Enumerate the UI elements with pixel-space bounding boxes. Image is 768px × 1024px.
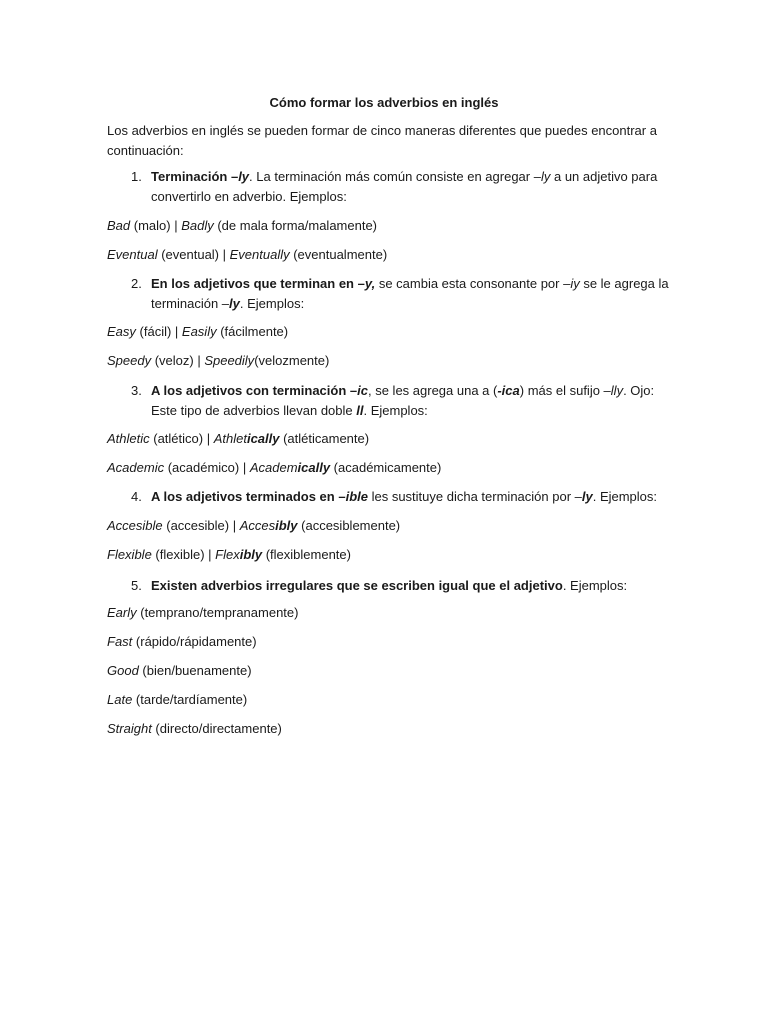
- example-line: Early (temprano/tempranamente): [107, 605, 299, 620]
- example-line: Academic (académico) | Academically (académicamente): [107, 460, 442, 475]
- example-line: Speedy (veloz) | Speedily(velozmente): [107, 353, 330, 368]
- rule-number: 1.: [131, 169, 142, 184]
- intro-paragraph: Los adverbios en inglés se pueden formar de cinco maneras diferentes que puedes encontrar a continuación:: [107, 123, 657, 158]
- example-line: Bad (malo) | Badly (de mala forma/malamente): [107, 218, 378, 233]
- rule-item-3: 3. A los adjetivos con terminación –ic, se les agrega una a (-ica) más el sufijo –lly. Ojo: Este tipo de adverbios llevan doble ll. Ejemplos:: [131, 383, 655, 418]
- rule-number: 4.: [131, 489, 142, 504]
- rule-item-5: 5. Existen adverbios irregulares que se escriben igual que el adjetivo. Ejemplos:: [131, 576, 671, 596]
- example-line: Easy (fácil) | Easily (fácilmente): [107, 324, 289, 339]
- rule-item-4: 4. A los adjetivos terminados en –ible les sustituye dicha terminación por –ly. Ejemplos:: [131, 487, 671, 507]
- rule-number: 5.: [131, 578, 142, 593]
- rule-number: 3.: [131, 383, 142, 398]
- rule-item-1: 1. Terminación –ly. La terminación más común consiste en agregar –ly a un adjetivo para convertirlo en adverbio. Ejemplos:: [131, 169, 658, 204]
- rule-number: 2.: [131, 276, 142, 291]
- example-line: Flexible (flexible) | Flexibly (flexiblemente): [107, 547, 351, 562]
- example-line: Fast (rápido/rápidamente): [107, 634, 257, 649]
- example-line: Athletic (atlético) | Athletically (atléticamente): [107, 431, 370, 446]
- rule-item-2: 2. En los adjetivos que terminan en –y, se cambia esta consonante por –iy se le agrega la terminación –ly. Ejemplos:: [131, 276, 669, 311]
- example-line: Accesible (accesible) | Accesibly (accesiblemente): [107, 518, 401, 533]
- example-line: Good (bien/buenamente): [107, 663, 252, 678]
- example-line: Late (tarde/tardíamente): [107, 692, 248, 707]
- example-line: Straight (directo/directamente): [107, 721, 282, 736]
- document-title: Cómo formar los adverbios en inglés: [269, 95, 499, 110]
- example-line: Eventual (eventual) | Eventually (eventualmente): [107, 247, 388, 262]
